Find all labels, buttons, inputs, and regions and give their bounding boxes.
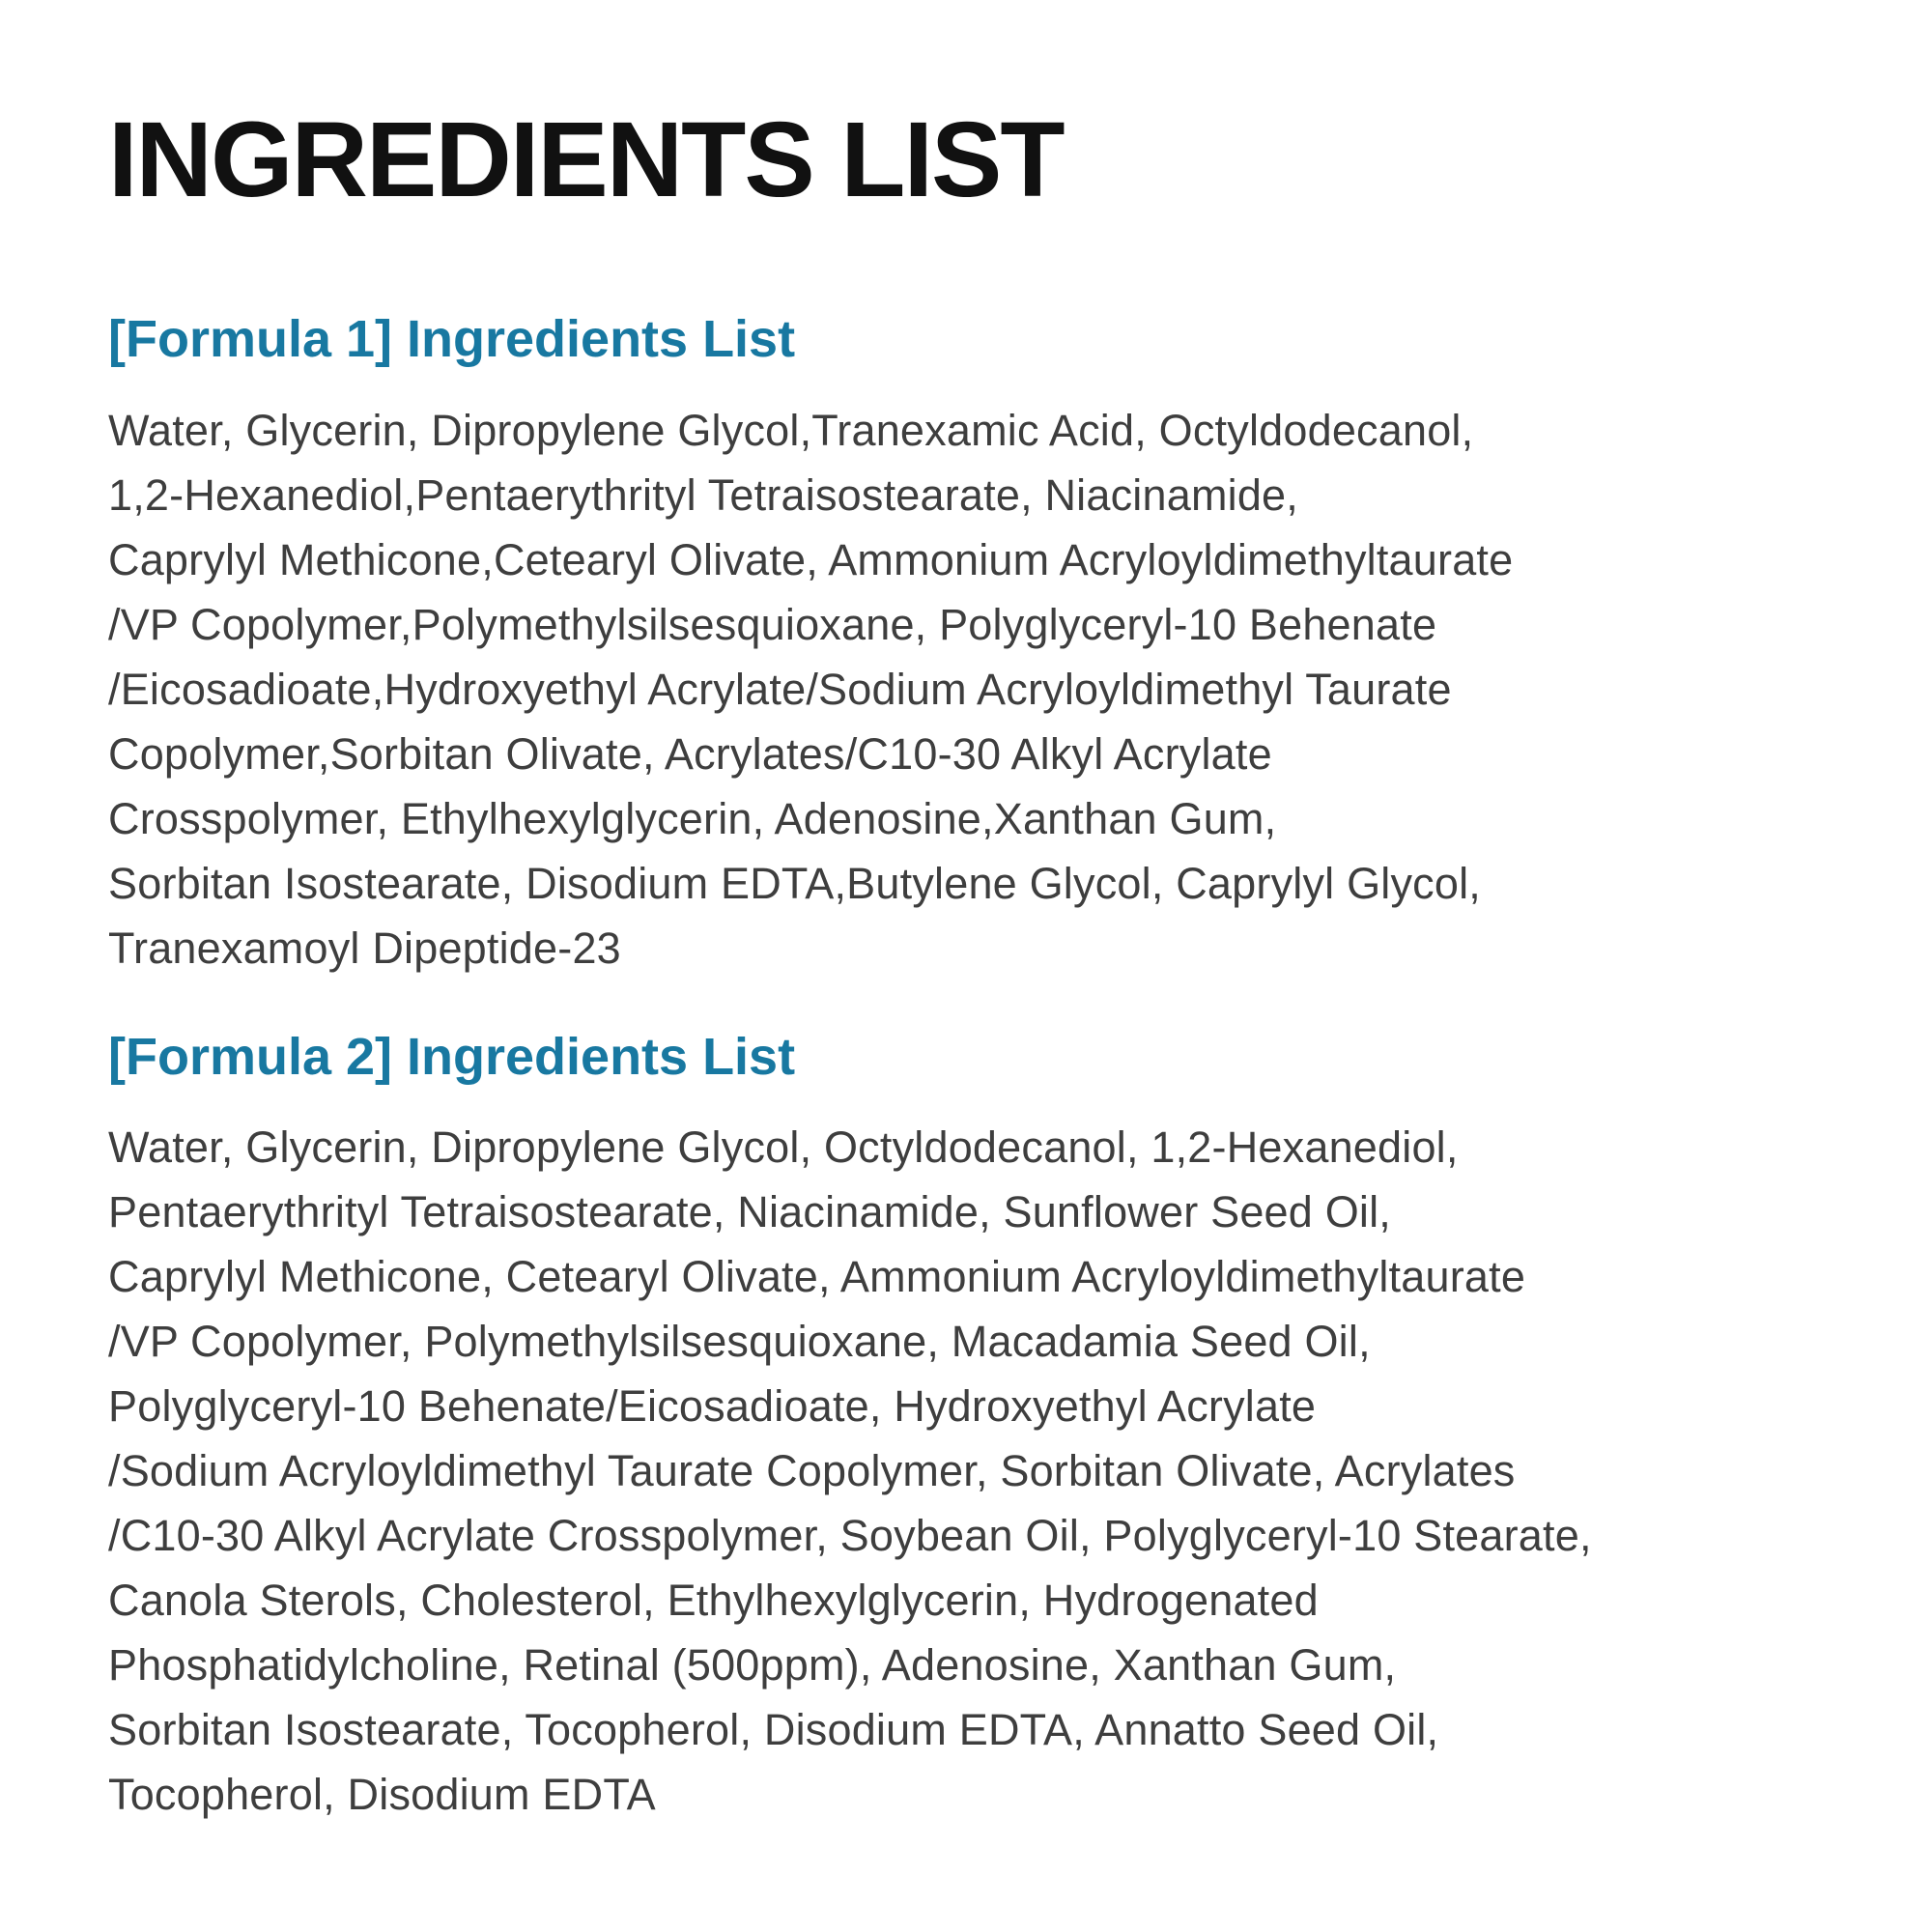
page-title: INGREDIENTS LIST (108, 100, 1064, 219)
ingredients-line: /VP Copolymer, Polymethylsilsesquioxane, Macadamia Seed Oil, (108, 1317, 1371, 1366)
ingredients-line: 1,2-Hexanediol,Pentaerythrityl Tetraisostearate, Niacinamide, (108, 469, 1298, 520)
ingredients-line: Copolymer,Sorbitan Olivate, Acrylates/C10-30 Alkyl Acrylate (108, 728, 1272, 779)
ingredients-line: Tranexamoyl Dipeptide-23 (108, 923, 621, 973)
formula-1-section (108, 307, 1845, 980)
formula-1-ingredients (108, 398, 1845, 980)
formula-2-heading: [Formula 2] Ingredients List (108, 1027, 796, 1086)
ingredients-line: /Eicosadioate,Hydroxyethyl Acrylate/Sodium Acryloyldimethyl Taurate (108, 664, 1452, 714)
ingredients-line: Tocopherol, Disodium EDTA (108, 1770, 656, 1819)
ingredients-line: Caprylyl Methicone, Cetearyl Olivate, Ammonium Acryloyldimethyltaurate (108, 1252, 1526, 1301)
ingredients-line: /VP Copolymer,Polymethylsilsesquioxane, Polyglyceryl-10 Behenate (108, 599, 1437, 649)
ingredients-line: Water, Glycerin, Dipropylene Glycol,Tranexamic Acid, Octyldodecanol, (108, 405, 1474, 455)
ingredients-line: /Sodium Acryloyldimethyl Taurate Copolymer, Sorbitan Olivate, Acrylates (108, 1446, 1516, 1495)
ingredients-line: Pentaerythrityl Tetraisostearate, Niacinamide, Sunflower Seed Oil, (108, 1187, 1391, 1236)
ingredients-line: Crosspolymer, Ethylhexylglycerin, Adenosine,Xanthan Gum, (108, 793, 1277, 843)
ingredients-line: Phosphatidylcholine, Retinal (500ppm), Adenosine, Xanthan Gum, (108, 1640, 1397, 1690)
ingredients-line: Polyglyceryl-10 Behenate/Eicosadioate, Hydroxyethyl Acrylate (108, 1381, 1317, 1431)
formula-1-heading: [Formula 1] Ingredients List (108, 310, 796, 368)
ingredients-line: Sorbitan Isostearate, Tocopherol, Disodium EDTA, Annatto Seed Oil, (108, 1705, 1439, 1754)
ingredients-line: Caprylyl Methicone,Cetearyl Olivate, Ammonium Acryloyldimethyltaurate (108, 534, 1514, 584)
formula-2-section (108, 1025, 1845, 1828)
ingredients-line: Sorbitan Isostearate, Disodium EDTA,Butylene Glycol, Caprylyl Glycol, (108, 858, 1481, 908)
formula-2-ingredients (108, 1115, 1845, 1827)
ingredients-line: /C10-30 Alkyl Acrylate Crosspolymer, Soybean Oil, Polyglyceryl-10 Stearate, (108, 1511, 1592, 1560)
ingredients-line: Canola Sterols, Cholesterol, Ethylhexylglycerin, Hydrogenated (108, 1576, 1319, 1625)
ingredients-line: Water, Glycerin, Dipropylene Glycol, Octyldodecanol, 1,2-Hexanediol, (108, 1122, 1459, 1172)
